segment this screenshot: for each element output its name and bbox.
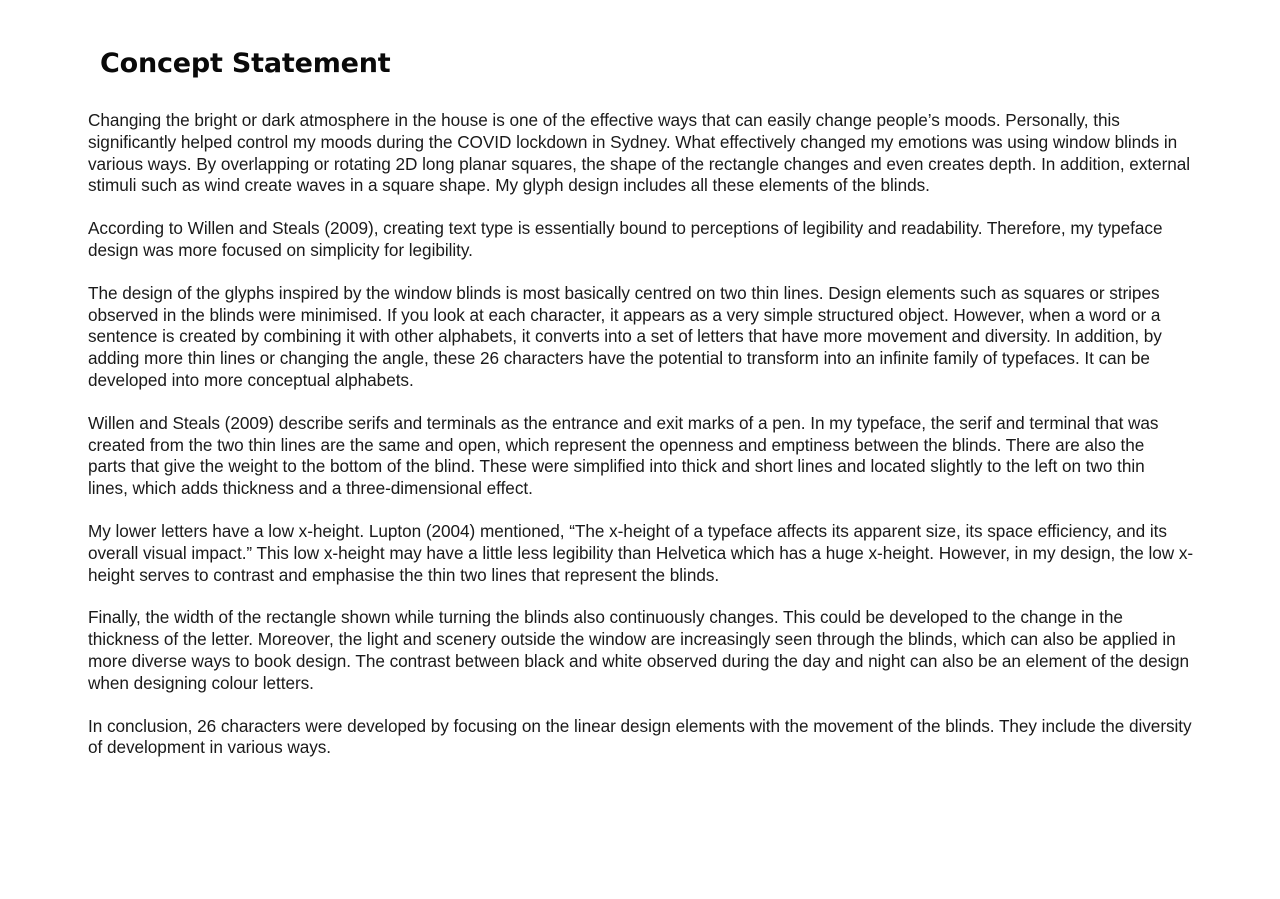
paragraph-line: more diverse ways to book design. The contrast between black and white observed during the day and night can also be an element of the design [88, 650, 1189, 671]
paragraph-6 [88, 607, 1196, 694]
paragraph-line: adding more thin lines or changing the angle, these 26 characters have the potential to transform into an infinite family of typefaces. It can be [88, 348, 1150, 369]
document-body [88, 110, 1196, 780]
paragraph-line: created from the two thin lines are the same and open, which represent the openness and emptiness between the blinds. There are also the [88, 434, 1145, 455]
paragraph-line: various ways. By overlapping or rotating 2D long planar squares, the shape of the rectangle changes and even creates depth. In addition, external [88, 153, 1191, 174]
paragraph-line: height serves to contrast and emphasise the thin two lines that represent the blinds. [88, 564, 720, 585]
paragraph-7 [88, 716, 1196, 760]
paragraph-line: sentence is created by combining it with other alphabets, it converts into a set of letters that have more movement and diversity. In addition, by [88, 326, 1162, 347]
paragraph-line: According to Willen and Steals (2009), creating text type is essentially bound to perceptions of legibility and readability. Therefore, my typeface [88, 218, 1163, 239]
paragraph-line: Willen and Steals (2009) describe serifs and terminals as the entrance and exit marks of a pen. In my typeface, the serif and terminal that was [88, 412, 1159, 433]
paragraph-line: The design of the glyphs inspired by the window blinds is most basically centred on two thin lines. Design elements such as squares or stripes [88, 282, 1160, 303]
paragraph-2 [88, 218, 1196, 262]
paragraph-5 [88, 521, 1196, 586]
paragraph-4 [88, 413, 1196, 500]
paragraph-line: lines, which adds thickness and a three-dimensional effect. [88, 478, 533, 499]
paragraph-1 [88, 110, 1196, 197]
paragraph-line: observed in the blinds were minimised. If you look at each character, it appears as a very simple structured object. However, when a word or a [88, 304, 1161, 325]
paragraph-line: overall visual impact.” This low x-height may have a little less legibility than Helvetica which has a huge x-height. However, in my design, the low x- [88, 542, 1194, 563]
paragraph-line: design was more focused on simplicity for legibility. [88, 239, 473, 260]
paragraph-line: stimuli such as wind create waves in a square shape. My glyph design includes all these elements of the blinds. [88, 175, 930, 196]
paragraph-line: In conclusion, 26 characters were developed by focusing on the linear design elements with the movement of the blinds. They include the diversity [88, 715, 1192, 736]
paragraph-line: thickness of the letter. Moreover, the light and scenery outside the window are increasingly seen through the blinds, which can also be applied in [88, 629, 1176, 650]
paragraph-line: parts that give the weight to the bottom of the blind. These were simplified into thick and short lines and located slightly to the left on two thin [88, 456, 1145, 477]
paragraph-line: Finally, the width of the rectangle shown while turning the blinds also continuously changes. This could be developed to the change in the [88, 607, 1123, 628]
page-title: Concept Statement [100, 48, 391, 79]
paragraph-line: developed into more conceptual alphabets. [88, 369, 414, 390]
paragraph-line: Changing the bright or dark atmosphere in the house is one of the effective ways that can easily change people’s moods. Personally, this [88, 110, 1120, 130]
paragraph-line: of development in various ways. [88, 737, 332, 758]
paragraph-line: My lower letters have a low x-height. Lupton (2004) mentioned, “The x-height of a typeface affects its apparent size, its space efficiency, and its [88, 520, 1167, 541]
paragraph-line: significantly helped control my moods during the COVID lockdown in Sydney. What effectively changed my emotions was using window blinds in [88, 131, 1178, 152]
paragraph-line: when designing colour letters. [88, 672, 314, 693]
paragraph-3 [88, 283, 1196, 392]
